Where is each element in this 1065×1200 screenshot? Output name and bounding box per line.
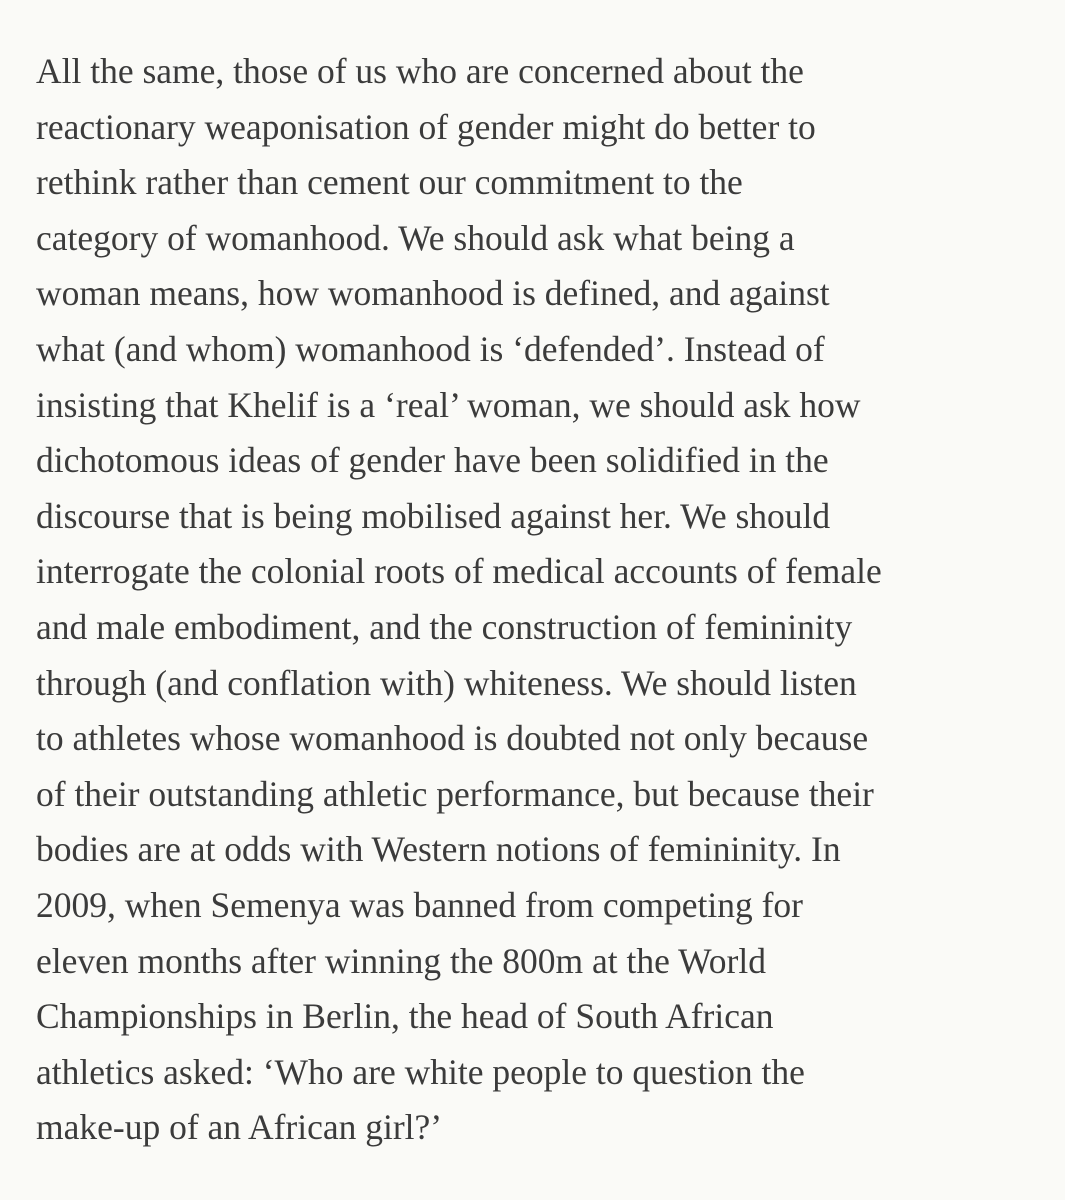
paragraph-line: 2009, when Semenya was banned from competing for [36,884,803,925]
paragraph-line: reactionary weaponisation of gender might do better to [36,106,816,147]
paragraph-line: rethink rather than cement our commitment to the [36,162,743,203]
article-paragraph [36,44,1035,1156]
paragraph-line: insisting that Khelif is a ‘real’ woman, we should ask how [36,384,861,425]
paragraph-line: what (and whom) womanhood is ‘defended’. Instead of [36,328,825,369]
paragraph-line: and male embodiment, and the construction of femininity [36,606,853,647]
paragraph-line: of their outstanding athletic performance, but because their [36,773,874,814]
paragraph-line: to athletes whose womanhood is doubted not only because [36,718,869,759]
paragraph-line: eleven months after winning the 800m at the World [36,940,766,981]
paragraph-line: bodies are at odds with Western notions of femininity. In [36,829,841,870]
paragraph-line: Championships in Berlin, the head of South African [36,996,774,1037]
paragraph-line: interrogate the colonial roots of medical accounts of female [36,551,882,592]
paragraph-line: make-up of an African girl?’ [36,1107,443,1148]
paragraph-line: category of womanhood. We should ask what being a [36,217,795,258]
paragraph-line: dichotomous ideas of gender have been solidified in the [36,440,829,481]
paragraph-line: athletics asked: ‘Who are white people to question the [36,1051,805,1092]
paragraph-line: through (and conflation with) whiteness. We should listen [36,662,857,703]
paragraph-line: discourse that is being mobilised against her. We should [36,495,831,536]
paragraph-line: woman means, how womanhood is defined, and against [36,273,830,314]
paragraph-line: All the same, those of us who are concerned about the [36,51,804,91]
